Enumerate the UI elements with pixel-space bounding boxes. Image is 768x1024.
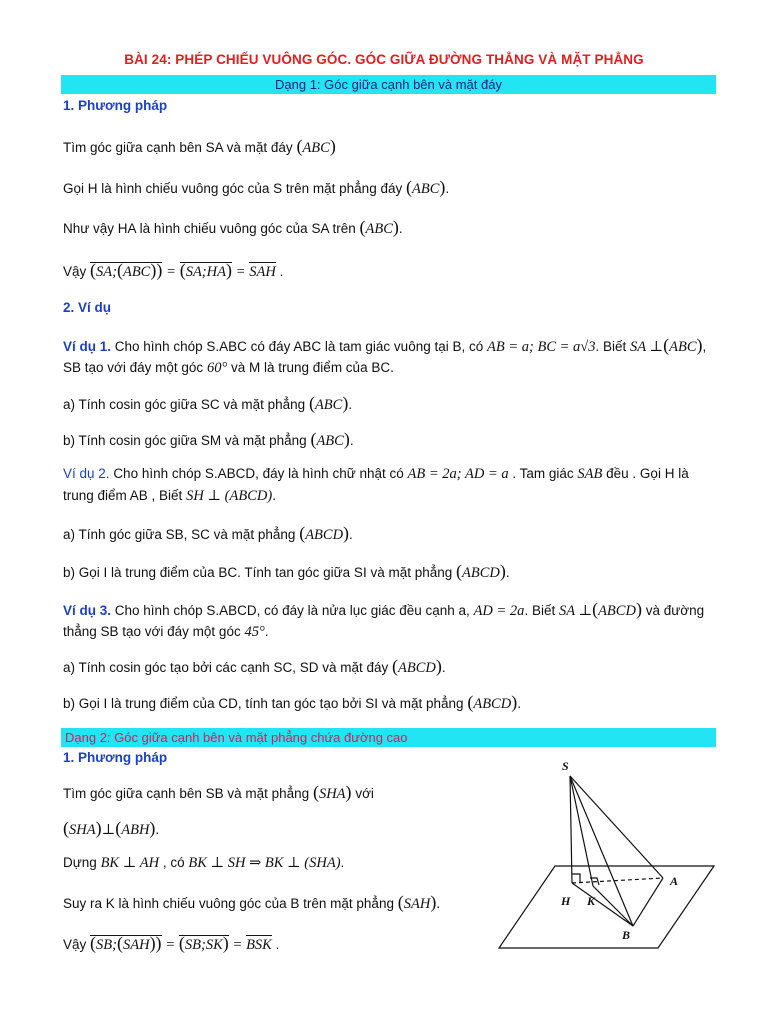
ex1-text-1: Cho hình chóp S.ABC có đáy ABC là tam giác vuông tại B, có: [114, 339, 484, 354]
d1-step-1-math: ABC: [302, 140, 330, 156]
d2-step-4: Suy ra K là hình chiếu vuông góc của B trên mặt phẳng (SAH).: [63, 892, 441, 912]
label-k: K: [587, 894, 596, 908]
ex1-line-2-b: và M là trung điểm của BC.: [231, 360, 394, 375]
ex1-part-a-text: a) Tính cosin góc giữa SC và mặt phẳng: [63, 397, 306, 412]
d1-step-1: Tìm góc giữa cạnh bên SA và mặt đáy (ABC): [63, 136, 336, 156]
ex1-math-3: ABC: [669, 339, 697, 355]
ex1-math-1: AB = a; BC = a√3: [487, 339, 596, 355]
ex2-part-a: a) Tính góc giữa SB, SC và mặt phẳng (ABCD).: [63, 523, 353, 543]
edge-sa: [570, 776, 663, 878]
ex2-label: Ví dụ 2.: [63, 466, 110, 481]
d2-step-5-m1: SB;: [96, 937, 117, 953]
ex2-math-1: AB = 2a; AD = a: [407, 466, 509, 482]
ex2-line-2-a: trung điểm AB , Biết: [63, 488, 183, 503]
d1-step-1-text: Tìm góc giữa cạnh bên SA và mặt đáy: [63, 140, 293, 155]
ex3-part-a-math: ABCD: [398, 660, 436, 676]
d1-step-2-text: Gọi H là hình chiếu vuông góc của S trên mặt phẳng đáy: [63, 181, 403, 196]
label-s: S: [562, 759, 569, 773]
ex3-math-1: AD = 2a: [473, 603, 525, 619]
ex3-line-2-math: 45°: [244, 624, 265, 640]
d2-step-2-m1: SHA: [69, 822, 96, 838]
ex3-part-a-text: a) Tính cosin góc tạo bởi các cạnh SC, SD và mặt đáy: [63, 660, 389, 675]
d2-step-3-m1: BK ⊥ AH: [100, 855, 160, 871]
ex3-label: Ví dụ 3.: [63, 603, 112, 618]
ex1-part-a: a) Tính cosin góc giữa SC và mặt phẳng (ABC).: [63, 393, 353, 413]
ex2-part-a-text: a) Tính góc giữa SB, SC và mặt phẳng: [63, 527, 296, 542]
ex1-part-b: b) Tính cosin góc giữa SM và mặt phẳng (ABC).: [63, 429, 354, 449]
d1-step-3: Như vậy HA là hình chiếu vuông góc của SA trên (ABC).: [63, 217, 403, 237]
label-b: B: [622, 928, 631, 942]
ex3-part-a: a) Tính cosin góc tạo bởi các cạnh SC, SD và mặt đáy (ABCD).: [63, 656, 446, 676]
d2-step-1-after: với: [355, 786, 374, 801]
ex2-math-2: SAB: [577, 466, 603, 482]
ex1-line-2-math: 60°: [206, 360, 228, 376]
d1-step-4: Vậy (SA;(ABC)) = (SA;HA) = SAH .: [63, 260, 284, 280]
d2-step-5-m4: BSK: [246, 937, 272, 953]
ex1-math-2: SA ⊥: [630, 339, 664, 355]
d2-step-5: Vậy (SB;(SAH)) = (SB;SK) = BSK .: [63, 933, 280, 953]
d2-step-3: Dựng BK ⊥ AH , có BK ⊥ SH ⇒ BK ⊥ (SHA).: [63, 855, 345, 871]
d1-step-4-m2: ABC: [122, 264, 151, 280]
d2-step-1: Tìm góc giữa cạnh bên SB và mặt phẳng (SHA) với: [63, 782, 374, 802]
ex3-text-2: . Biết: [524, 603, 556, 618]
d2-step-2: (SHA)⊥(ABH).: [63, 818, 160, 838]
ex3-line-2-a: thẳng SB tạo với đáy một góc: [63, 624, 241, 639]
ex2-part-b-text: b) Gọi I là trung điểm của BC. Tính tan góc giữa SI và mặt phẳng: [63, 565, 453, 580]
d2-step-1-math: SHA: [318, 786, 346, 802]
ex2-text-3: đều . Gọi H là: [606, 466, 689, 481]
ex1-label: Ví dụ 1.: [63, 339, 112, 354]
label-h: H: [561, 894, 571, 908]
section-heading-dang-2: Dạng 2: Góc giữa cạnh bên và mặt phẳng chứa đường cao: [61, 728, 716, 747]
ex3-line-2: thẳng SB tạo với đáy một góc 45°.: [63, 624, 269, 640]
ex3-part-b: b) Gọi I là trung điểm của CD, tính tan góc tạo bởi SI và mặt phẳng (ABCD).: [63, 692, 521, 712]
ex1-text-2: . Biết: [595, 339, 627, 354]
ex1-line-2-a: SB tạo với đáy một góc: [63, 360, 204, 375]
ex3-line-1: Ví dụ 3. Cho hình chóp S.ABCD, có đáy là nửa lục giác đều cạnh a, AD = 2a. Biết SA ⊥(ABCD) và đường: [63, 599, 705, 619]
ex1-line-2: [63, 360, 394, 377]
d1-step-4-m4: SAH: [249, 264, 276, 280]
edge-sh: [570, 776, 572, 883]
d1-step-2: Gọi H là hình chiếu vuông góc của S trên mặt phẳng đáy (ABC).: [63, 177, 450, 197]
ex3-part-b-text: b) Gọi I là trung điểm của CD, tính tan góc tạo bởi SI và mặt phẳng: [63, 696, 464, 711]
ex3-text-3: và đường: [645, 603, 705, 618]
ex2-line-2-math: SH ⊥ (ABCD): [186, 488, 273, 504]
example-heading-1: 2. Ví dụ: [63, 300, 112, 315]
d2-step-3-m2: BK ⊥ SH ⇒ BK ⊥ (SHA): [188, 855, 341, 871]
ex3-math-3: ABCD: [598, 603, 636, 619]
d2-step-1-text: Tìm góc giữa cạnh bên SB và mặt phẳng: [63, 786, 310, 801]
ex2-text-1: Cho hình chóp S.ABCD, đáy là hình chữ nhật có: [113, 466, 404, 481]
d2-step-3-text-2: , có: [162, 855, 185, 870]
ex3-text-1: Cho hình chóp S.ABCD, có đáy là nửa lục giác đều cạnh a,: [114, 603, 470, 618]
edge-ab: [633, 878, 663, 926]
d1-step-4-m1: SA;: [96, 264, 117, 280]
ex2-text-2: . Tam giác: [512, 466, 574, 481]
section-heading-dang-1: Dạng 1: Góc giữa cạnh bên và mặt đáy: [61, 75, 716, 94]
d2-step-5-m2: SAH: [122, 937, 150, 953]
ex1-part-a-math: ABC: [314, 397, 343, 413]
d1-step-3-math: ABC: [365, 221, 393, 237]
d2-step-3-text: Dựng: [63, 855, 97, 870]
d1-step-4-m3: SA;HA: [185, 264, 226, 280]
edge-sk: [570, 776, 593, 886]
ex3-math-2: SA ⊥: [558, 603, 593, 619]
ex1-line-1: Ví dụ 1. Cho hình chóp S.ABC có đáy ABC là tam giác vuông tại B, có AB = a; BC = a√3. Biết SA ⊥(ABC),: [63, 335, 707, 355]
ex1-part-b-text: b) Tính cosin góc giữa SM và mặt phẳng: [63, 433, 307, 448]
edge-kb: [593, 886, 633, 926]
lesson-title: BÀI 24: PHÉP CHIẾU VUÔNG GÓC. GÓC GIỮA ĐƯỜNG THẲNG VÀ MẶT PHẲNG: [124, 52, 644, 67]
method-heading-2: 1. Phương pháp: [63, 750, 168, 765]
d2-step-4-text: Suy ra K là hình chiếu vuông góc của B trên mặt phẳng: [63, 896, 394, 911]
d2-step-5-text: Vậy: [63, 937, 87, 952]
d1-step-2-math: ABC: [411, 181, 440, 197]
d2-step-4-math: SAH: [403, 896, 431, 912]
d2-step-2-m2: ABH: [121, 822, 150, 838]
ex2-part-b: b) Gọi I là trung điểm của BC. Tính tan góc giữa SI và mặt phẳng (ABCD).: [63, 561, 510, 581]
d2-step-5-m3: SB;SK: [184, 937, 223, 953]
d1-step-4-text: Vậy: [63, 264, 87, 279]
ex2-line-1: [63, 466, 689, 483]
ex2-part-a-math: ABCD: [305, 527, 344, 543]
method-heading-1: 1. Phương pháp: [63, 98, 168, 113]
pyramid-diagram: [493, 752, 715, 952]
ex2-line-2: trung điểm AB , Biết SH ⊥ (ABCD).: [63, 488, 276, 504]
label-a: A: [670, 874, 679, 888]
ex1-part-b-math: ABC: [316, 433, 344, 449]
edge-ha-dashed: [572, 878, 663, 883]
right-angle-h: [572, 874, 580, 883]
ex3-part-b-math: ABCD: [473, 696, 512, 712]
d1-step-3-text: Như vậy HA là hình chiếu vuông góc của SA trên: [63, 221, 356, 236]
ex2-part-b-math: ABCD: [462, 565, 500, 581]
